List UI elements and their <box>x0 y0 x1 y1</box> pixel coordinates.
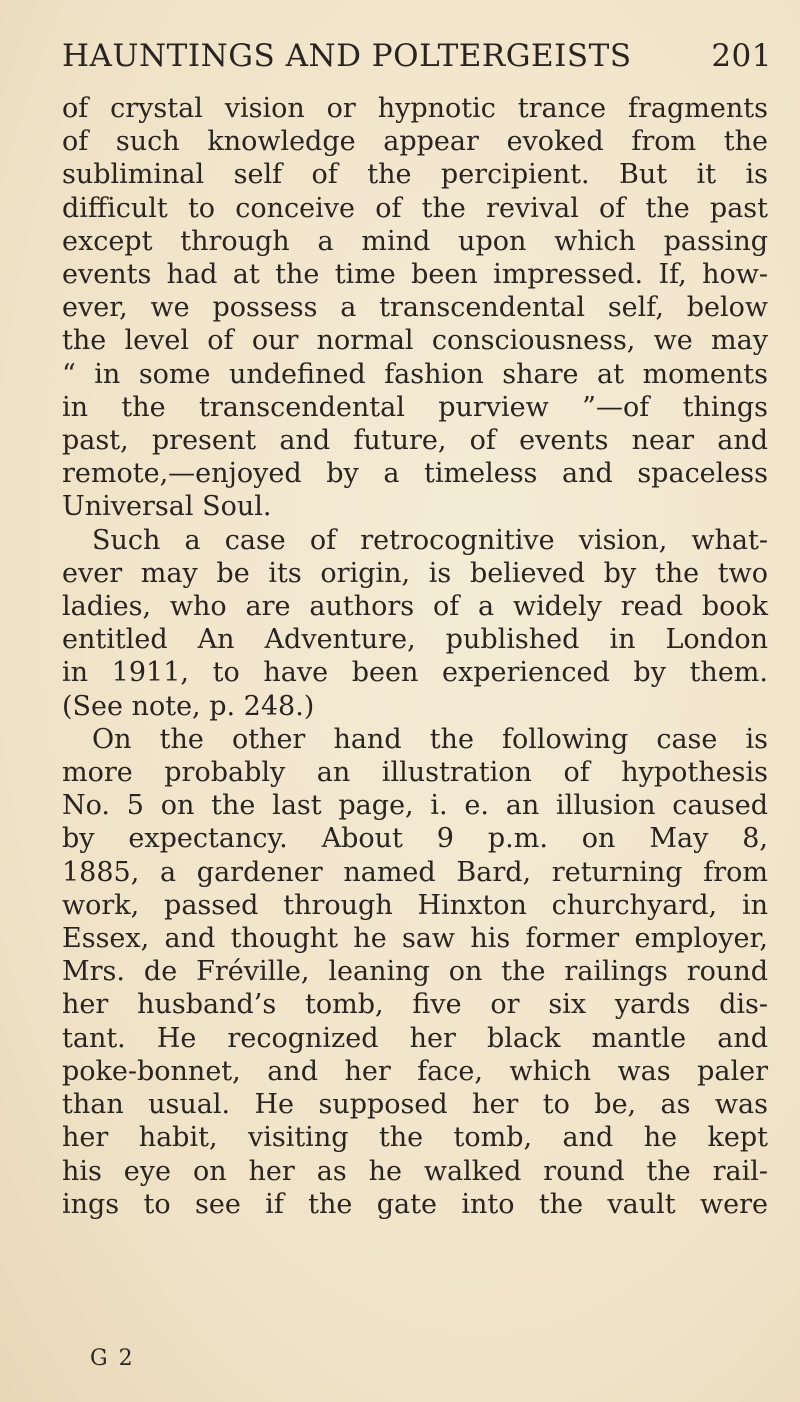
text-line: past, present and future, of events near and <box>62 425 768 457</box>
page-number: 201 <box>711 38 772 74</box>
text-line: subliminal self of the percipient. But it is <box>62 159 768 191</box>
text-line: ings to see if the gate into the vault were <box>62 1188 768 1220</box>
text-line: (See note, p. 248.) <box>62 690 315 722</box>
text-line: her husband’s tomb, five or six yards dis- <box>62 989 768 1021</box>
text-line: ever, we possess a transcendental self, below <box>62 292 768 324</box>
text-line: more probably an illustration of hypothesis <box>62 757 768 789</box>
text-line: Mrs. de Fréville, leaning on the railings round <box>62 956 768 988</box>
text-line: of such knowledge appear evoked from the <box>62 126 768 158</box>
text-line: events had at the time been impressed. If, how- <box>62 259 768 291</box>
text-line: except through a mind upon which passing <box>62 225 768 257</box>
text-line: in 1911, to have been experienced by them. <box>62 657 768 689</box>
text-line: ladies, who are authors of a widely read book <box>62 591 768 623</box>
text-line: ever may be its origin, is believed by the two <box>62 557 768 589</box>
text-line: 1885, a gardener named Bard, returning from <box>62 856 768 888</box>
text-line: in the transcendental purview ”—of things <box>62 391 768 423</box>
text-line: work, passed through Hinxton churchyard, in <box>62 889 768 921</box>
text-line: difficult to conceive of the revival of the past <box>62 192 768 224</box>
paragraph-start: Such a case of retrocognitive vision, what- <box>92 524 768 556</box>
text-line: remote,—enjoyed by a timeless and spaceless <box>62 458 768 490</box>
text-line: of crystal vision or hypnotic trance fragments <box>62 93 768 124</box>
text-line: poke-bonnet, and her face, which was paler <box>62 1055 768 1087</box>
text-line: by expectancy. About 9 p.m. on May 8, <box>62 823 768 855</box>
text-line: than usual. He supposed her to be, as was <box>62 1089 768 1121</box>
text-line: tant. He recognized her black mantle and <box>62 1022 768 1054</box>
text-line: the level of our normal consciousness, we may <box>62 325 768 357</box>
text-line: entitled An Adventure, published in London <box>62 624 768 656</box>
signature-mark: G 2 <box>90 1346 135 1371</box>
running-header <box>62 36 772 76</box>
paragraph-start: On the other hand the following case is <box>92 723 768 755</box>
text-line: Universal Soul. <box>62 491 272 523</box>
text-line: No. 5 on the last page, i. e. an illusion caused <box>62 790 768 822</box>
running-title: HAUNTINGS AND POLTERGEISTS <box>62 38 632 74</box>
text-line: “ in some undefined fashion share at moments <box>62 358 768 390</box>
text-line: Essex, and thought he saw his former employer, <box>62 923 768 955</box>
body-text <box>62 92 768 1221</box>
text-line: her habit, visiting the tomb, and he kept <box>62 1122 768 1154</box>
text-line: his eye on her as he walked round the rail- <box>62 1155 768 1187</box>
